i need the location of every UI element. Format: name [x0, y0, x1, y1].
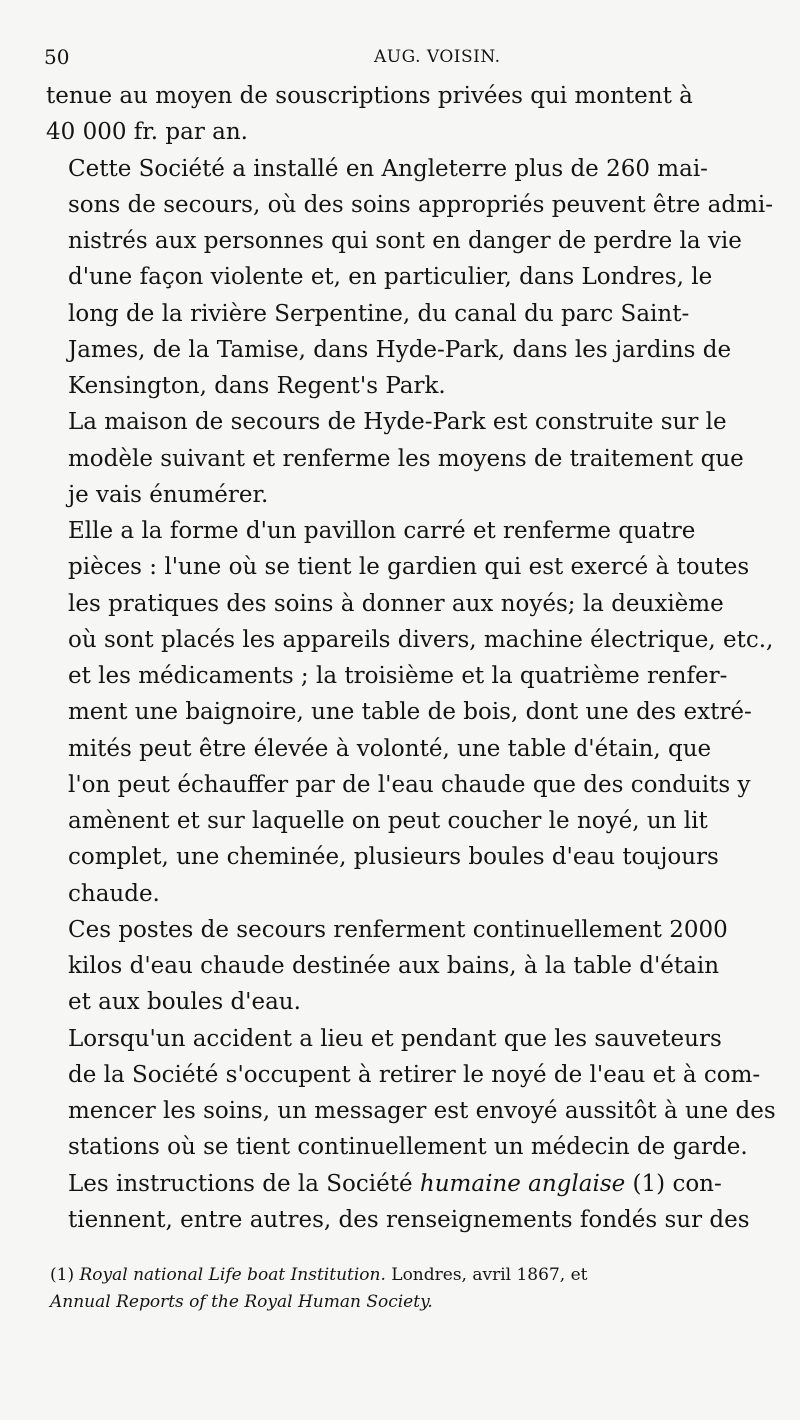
text-line: d'une façon violente et, en particulier, dans Londres, le [68, 264, 713, 291]
text-line: tiennent, entre autres, des renseignements fondés sur des [68, 1206, 750, 1233]
running-title: AUG. VOISIN. [374, 47, 501, 67]
text-line: chaude. [68, 880, 160, 907]
footnote-italic: Royal national Life boat Institution. [79, 1265, 386, 1285]
text-line: La maison de secours de Hyde-Park est construite sur le [68, 409, 727, 436]
italic-run: humaine anglaise [419, 1170, 626, 1197]
text-line: pièces : l'une où se tient le gardien qui est exercé à toutes [68, 554, 750, 581]
text-line: l'on peut échauffer par de l'eau chaude que des conduits y [68, 771, 751, 798]
footnote-line [50, 1289, 762, 1316]
text-line: James, de la Tamise, dans Hyde-Park, dans les jardins de [68, 336, 732, 363]
footnote-line [50, 1262, 762, 1289]
paragraph [46, 78, 758, 151]
text-run: (1) con- [625, 1170, 722, 1197]
paragraph [46, 912, 758, 1021]
body-text [46, 78, 776, 1238]
footnote-marker: (1) [50, 1265, 80, 1285]
text-line: nistrés aux personnes qui sont en danger de perdre la vie [68, 228, 742, 254]
paragraph [46, 151, 774, 405]
text-run: Les instructions de la Société [68, 1170, 420, 1197]
running-head [44, 42, 756, 72]
paragraph [46, 513, 774, 912]
text-line: long de la rivière Serpentine, du canal du parc Saint- [68, 300, 690, 327]
text-line: Ces postes de secours renferment continuellement 2000 [68, 916, 728, 943]
text-line: et les médicaments ; la troisième et la quatrième renfer- [68, 663, 728, 689]
text-line: 40 000 fr. par an. [46, 119, 248, 146]
footnote-italic: Annual Reports of the Royal Human Society. [50, 1292, 433, 1312]
text-line [46, 1166, 758, 1202]
text-line: amènent et sur laquelle on peut coucher le noyé, un lit [68, 808, 708, 834]
text-line: où sont placés les appareils divers, machine électrique, etc., [68, 626, 774, 653]
text-line: kilos d'eau chaude destinée aux bains, à la table d'étain [68, 953, 720, 979]
text-line: complet, une cheminée, plusieurs boules d'eau toujours [68, 844, 719, 871]
text-line: Lorsqu'un accident a lieu et pendant que les sauveteurs [68, 1025, 722, 1052]
text-line: Kensington, dans Regent's Park. [68, 373, 446, 399]
text-line: modèle suivant et renferme les moyens de traitement que [68, 445, 744, 472]
text-line: de la Société s'occupent à retirer le noyé de l'eau et à com- [68, 1061, 761, 1088]
text-line: stations où se tient continuellement un médecin de garde. [68, 1134, 748, 1161]
text-line: Cette Société a installé en Angleterre plus de 260 mai- [68, 155, 708, 182]
text-line: Elle a la forme d'un pavillon carré et renferme quatre [68, 518, 696, 544]
text-line: je vais énumérer. [68, 481, 269, 508]
paragraph [46, 1021, 776, 1166]
text-line: et aux boules d'eau. [68, 989, 301, 1016]
paragraph [46, 1166, 758, 1239]
footnote [50, 1262, 762, 1316]
footnote-text: Londres, avril 1867, et [385, 1265, 588, 1285]
text-line: tenue au moyen de souscriptions privées qui montent à [46, 83, 693, 109]
text-line: ment une baignoire, une table de bois, dont une des extré- [68, 699, 752, 726]
text-line: les pratiques des soins à donner aux noyés; la deuxième [68, 590, 724, 617]
text-line: sons de secours, où des soins appropriés peuvent être admi- [68, 191, 774, 218]
text-line: mités peut être élevée à volonté, une table d'étain, que [68, 735, 712, 762]
page-number: 50 [44, 45, 70, 69]
paragraph [46, 404, 758, 513]
text-line: mencer les soins, un messager est envoyé aussitôt à une des [68, 1098, 776, 1124]
